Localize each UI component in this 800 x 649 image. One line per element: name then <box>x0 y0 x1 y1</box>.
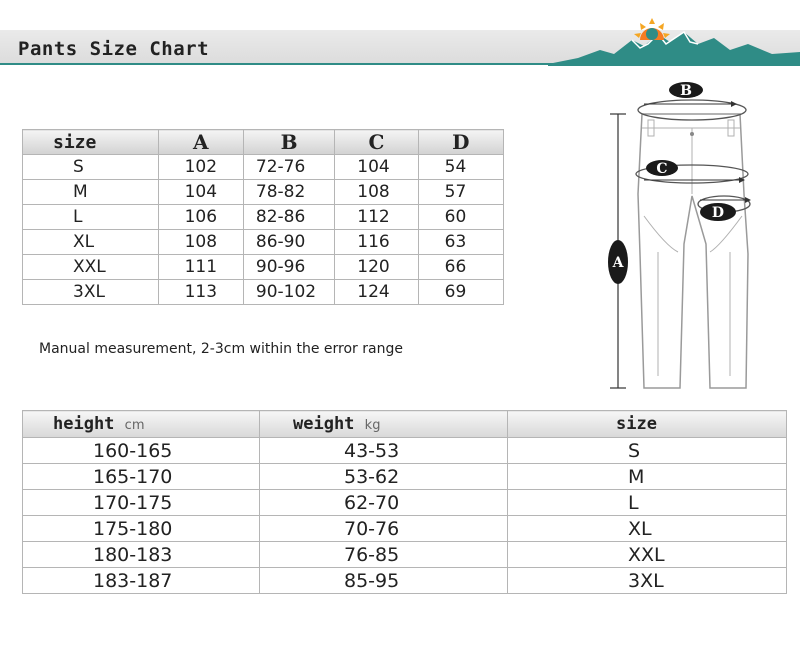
cell-c: 120 <box>335 255 418 280</box>
cell-b: 78-82 <box>243 180 334 205</box>
table-header-row <box>23 130 504 155</box>
cell-c: 112 <box>335 205 418 230</box>
measurement-note: Manual measurement, 2-3cm within the error range <box>39 341 403 357</box>
cell-b: 90-96 <box>243 255 334 280</box>
column-header-weight-label: weight <box>293 414 355 434</box>
label-b: B <box>680 83 692 99</box>
column-header-height <box>23 411 260 438</box>
cell-b: 82-86 <box>243 205 334 230</box>
cell-weight: 53-62 <box>260 464 508 490</box>
column-header-height-label: height <box>53 414 115 434</box>
table-row <box>23 280 504 305</box>
cell-b: 86-90 <box>243 230 334 255</box>
cell-size: 3XL <box>23 280 159 305</box>
cell-weight: 43-53 <box>260 438 508 464</box>
table-row <box>23 542 787 568</box>
cell-size: XL <box>508 516 787 542</box>
table-header-row <box>23 411 787 438</box>
table-row <box>23 205 504 230</box>
label-a: A <box>612 255 624 271</box>
column-header-weight <box>260 411 508 438</box>
cell-d: 54 <box>418 155 503 180</box>
cell-size: S <box>23 155 159 180</box>
mountain-sun-logo-icon <box>548 14 800 66</box>
cell-d: 57 <box>418 180 503 205</box>
table-row <box>23 568 787 594</box>
pants-outline-icon <box>638 114 748 388</box>
unit-cm: cm <box>124 418 145 433</box>
pants-diagram <box>596 76 766 406</box>
cell-weight: 76-85 <box>260 542 508 568</box>
cell-d: 60 <box>418 205 503 230</box>
cell-weight: 70-76 <box>260 516 508 542</box>
height-weight-size-table <box>22 410 787 594</box>
column-header-a: A <box>158 130 243 155</box>
table-row <box>23 490 787 516</box>
table-row <box>23 516 787 542</box>
cell-a: 108 <box>158 230 243 255</box>
cell-size: S <box>508 438 787 464</box>
cell-a: 106 <box>158 205 243 230</box>
cell-size: M <box>508 464 787 490</box>
cell-size: M <box>23 180 159 205</box>
table-row <box>23 230 504 255</box>
cell-height: 175-180 <box>23 516 260 542</box>
column-header-b: B <box>243 130 334 155</box>
table-row <box>23 180 504 205</box>
unit-kg: kg <box>364 418 381 433</box>
cell-weight: 85-95 <box>260 568 508 594</box>
cell-c: 104 <box>335 155 418 180</box>
cell-size: XXL <box>23 255 159 280</box>
table-row <box>23 255 504 280</box>
table-row <box>23 464 787 490</box>
column-header-size: size <box>23 130 159 155</box>
cell-a: 102 <box>158 155 243 180</box>
cell-c: 108 <box>335 180 418 205</box>
cell-b: 72-76 <box>243 155 334 180</box>
size-measurement-table <box>22 129 504 305</box>
column-header-size: size <box>508 411 787 438</box>
table-row <box>23 438 787 464</box>
cell-height: 180-183 <box>23 542 260 568</box>
cell-height: 160-165 <box>23 438 260 464</box>
cell-c: 116 <box>335 230 418 255</box>
cell-b: 90-102 <box>243 280 334 305</box>
label-c: C <box>656 161 668 177</box>
cell-a: 104 <box>158 180 243 205</box>
cell-height: 165-170 <box>23 464 260 490</box>
label-d: D <box>711 205 725 221</box>
cell-size: L <box>23 205 159 230</box>
cell-d: 66 <box>418 255 503 280</box>
cell-size: XXL <box>508 542 787 568</box>
column-header-c: C <box>335 130 418 155</box>
cell-a: 111 <box>158 255 243 280</box>
cell-d: 69 <box>418 280 503 305</box>
page-title: Pants Size Chart <box>18 38 210 60</box>
cell-height: 183-187 <box>23 568 260 594</box>
cell-size: L <box>508 490 787 516</box>
cell-a: 113 <box>158 280 243 305</box>
cell-c: 124 <box>335 280 418 305</box>
table-row <box>23 155 504 180</box>
cell-d: 63 <box>418 230 503 255</box>
cell-height: 170-175 <box>23 490 260 516</box>
column-header-d: D <box>418 130 503 155</box>
cell-weight: 62-70 <box>260 490 508 516</box>
header-banner <box>0 0 800 72</box>
cell-size: 3XL <box>508 568 787 594</box>
cell-size: XL <box>23 230 159 255</box>
